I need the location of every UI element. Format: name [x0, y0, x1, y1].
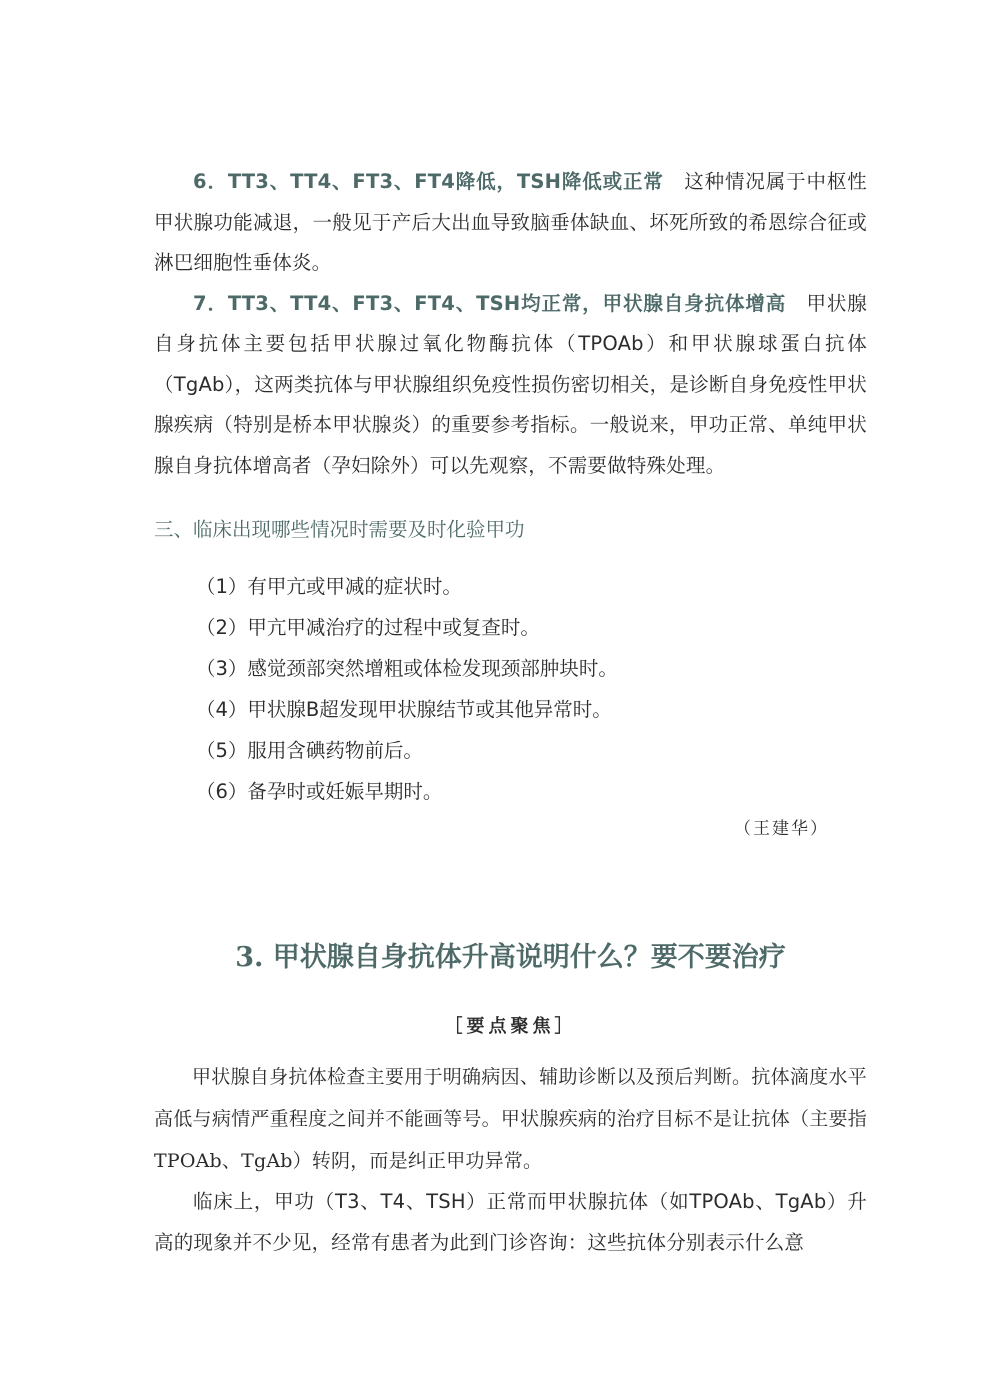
item7-text: 甲状腺自身抗体主要包括甲状腺过氧化物酶抗体（TPOAb）和甲状腺球蛋白抗体（TgAb），这两类抗体与甲状腺组织免疫性损伤密切相关，是诊断自身免疫性甲状腺疾病（特别是桥本甲状腺炎）的重要参考指标。一般说来，甲功正常、单纯甲状腺自身抗体增高者（孕妇除外）可以先观察，不需要做特殊处理。 [154, 291, 867, 477]
section3-heading: 三、临床出现哪些情况时需要及时化验甲功 [154, 518, 525, 541]
item7-lead: 7．TT3、TT4、FT3、FT4、TSH均正常，甲状腺自身抗体增高 [193, 291, 787, 315]
page-content [154, 162, 867, 1263]
list-item: （6）备孕时或妊娠早期时。 [196, 780, 443, 803]
list-item: （2）甲亢甲减治疗的过程中或复查时。 [196, 616, 540, 639]
chapter-title: 3. 甲状腺自身抗体升高说明什么？要不要治疗 [235, 942, 786, 973]
list-item: （5）服用含碘药物前后。 [196, 739, 423, 762]
key-points-paragraph: 甲状腺自身抗体检查主要用于明确病因、辅助诊断以及预后判断。抗体滴度水平高低与病情严重程度之间并不能画等号。甲状腺疾病的治疗目标不是让抗体（主要指TPOAb、TgAb）转阴，而是纠正甲功异常。 [154, 1066, 867, 1172]
item6-text: 这种情况属于中枢性甲状腺功能减退，一般见于产后大出血导致脑垂体缺血、坏死所致的希恩综合征或淋巴细胞性垂体炎。 [154, 170, 867, 274]
list-item: （4）甲状腺B超发现甲状腺结节或其他异常时。 [196, 698, 612, 721]
item6-lead: 6．TT3、TT4、FT3、FT4降低，TSH降低或正常 [193, 170, 664, 193]
key-points-label: ［要点聚焦］ [444, 1016, 577, 1037]
item6-paragraph [154, 162, 867, 284]
author-credit: （王建华） [734, 819, 829, 839]
list-item: （3）感觉颈部突然增粗或体检发现颈部肿块时。 [196, 657, 618, 680]
indication-list [154, 566, 867, 812]
item7-paragraph [154, 284, 867, 487]
list-item: （1）有甲亢或甲减的症状时。 [196, 575, 462, 598]
clinical-paragraph: 临床上，甲功（T3、T4、TSH）正常而甲状腺抗体（如TPOAb、TgAb）升高的现象并不少见，经常有患者为此到门诊咨询：这些抗体分别表示什么意 [154, 1190, 867, 1254]
